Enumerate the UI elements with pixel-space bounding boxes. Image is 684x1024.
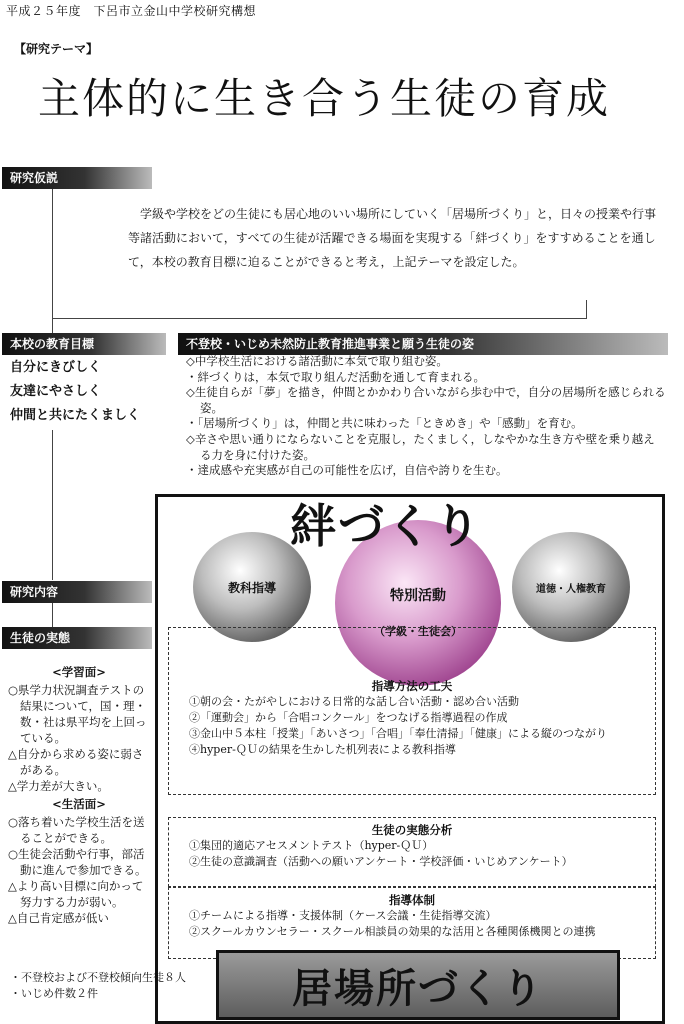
status-label: 生徒の実態 [2,627,152,649]
system-title: 指導体制 [389,893,435,907]
goal-item: 自分にきびしく [10,360,102,375]
goals-label: 本校の教育目標 [2,333,166,355]
status-item: △より高い目標に向かって努力する力が弱い。 [8,879,144,909]
theme-label: 【研究テーマ】 [14,42,99,56]
status-item: △自分から求める姿に弱さがある。 [8,747,144,777]
goals-list [10,356,140,428]
subject-teaching-sphere: 教科指導 [193,532,311,642]
document-header: 平成２５年度 下呂市立金山中学校研究構想 [6,4,257,18]
moral-education-sphere: 道徳・人権教育 [512,532,630,642]
status-item: ○生徒会活動や行事，部活動に進んで参加できる。 [8,847,147,877]
wishes-label: 不登校・いじめ未然防止教育推進事業と願う生徒の姿 [178,333,668,355]
page-title: 主体的に生き合う生徒の育成 [38,74,611,123]
connector-line [52,318,586,319]
method-item: ③金山中５本柱「授業」「あいさつ」「合唱」「奉仕清掃」「健康」による縦のつながり [189,727,607,740]
methods-box [168,627,656,795]
wish-item: ・「居場所づくり」は，仲間と共に味わった「ときめき」や「感動」を育む。 [186,416,583,431]
analysis-box [168,817,656,887]
wishes-list [186,354,666,479]
system-item: ②スクールカウンセラー・スクール相談員の効果的な活用と各種関係機関との連携 [189,925,596,938]
hypothesis-text: 学級や学校をどの生徒にも居心地のいい場所にしていく「居場所づくり」と，日々の授業や行事等諸活動において，すべての生徒が活躍できる場面を実現する「絆づくり」をすすめることを通して，本校の教育目標に迫ることができると考え，上記テーマを設定した。 [128,207,657,269]
special-activities-sub: （学級・生徒会） [374,625,462,638]
special-activities-label: 特別活動 [390,588,446,604]
wish-item: ◇生徒自らが「夢」を描き，仲間とかかわり合いながら歩む中で，自分の居場所を感じられる姿。 [186,385,666,415]
research-content-label: 研究内容 [2,581,152,603]
learning-heading: <学習面> [52,665,106,679]
kizuna-title: 絆づくり [290,499,482,553]
method-item: ④hyper-ＱＵの結果を生かした机列表による教科指導 [189,743,456,756]
wish-item: ・絆づくりは，本気で取り組んだ活動を通して育まれる。 [186,369,485,384]
system-box [168,887,656,959]
status-item: ○落ち着いた学校生活を送ることができる。 [8,815,145,845]
wish-item: ◇辛さや思い通りにならないことを克服し，たくましく，しなやかな生き方や壁を乗り越える力を身に付けた姿。 [186,431,655,462]
footnote-item: ・いじめ件数２件 [10,987,98,1000]
analysis-item: ①集団的適応アセスメントテスト（hyper-ＱＵ） [189,839,434,852]
methods-title: 指導方法の工夫 [371,679,453,693]
student-status [8,662,150,926]
hypothesis-label: 研究仮説 [2,167,152,189]
method-item: ②「運動会」から「合唱コンクール」をつなげる指導過程の作成 [189,711,508,724]
life-heading: <生活面> [52,797,106,811]
analysis-item: ②生徒の意識調査（活動への願いアンケート・学校評価・いじめアンケート） [189,855,573,868]
connector-line [52,189,53,334]
ibasho-banner: 居場所づくり [216,950,620,1020]
method-item: ①朝の会・たがやしにおける日常的な話し合い活動・認め合い活動 [189,695,519,708]
footnote-item: ・不登校および不登校傾向生徒８人 [10,971,186,984]
analysis-title: 生徒の実態分析 [371,823,453,837]
status-item: △学力差が大きい。 [8,779,109,793]
status-footnotes [10,970,186,1002]
goal-item: 仲間と共にたくましく [10,408,141,423]
wish-item: ・達成感や充実感が自己の可能性を広げ，自信や誇りを生む。 [186,463,508,478]
analysis-list [169,838,655,870]
system-item: ①チームによる指導・支援体制（ケース会議・生徒指導交流） [189,909,497,922]
wish-item: ◇中学校生活における諸活動に本気で取り組む姿。 [186,354,448,368]
system-list [169,908,655,940]
connector-line [52,430,53,580]
connector-line [586,300,587,319]
goal-item: 友達にやさしく [10,384,102,399]
status-item: △自己肯定感が低い [8,911,109,925]
methods-list [169,694,655,758]
connector-line [52,603,53,627]
status-item: ○県学力状況調査テストの結果について，国・理・数・社は県平均を上回っている。 [8,683,147,745]
